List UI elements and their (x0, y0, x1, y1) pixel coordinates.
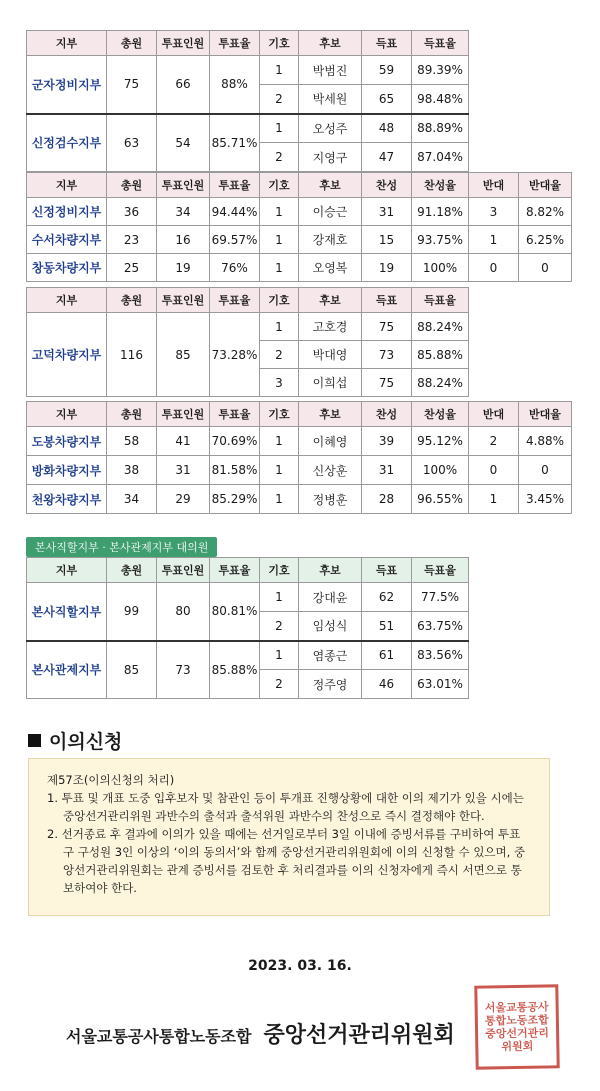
voters-cell: 16 (157, 226, 210, 254)
votes-cell: 75 (362, 369, 412, 397)
header-cell: 기호 (260, 173, 299, 198)
branch-name: 본사관제지부 (27, 641, 107, 699)
header-cell: 투표인원 (157, 173, 210, 198)
pct-cell: 83.56% (412, 641, 469, 670)
header-cell: 득표율 (412, 558, 469, 583)
header-cell: 득표 (362, 558, 412, 583)
results-table-4 (26, 401, 572, 514)
header-cell: 반대 (469, 173, 519, 198)
header-cell: 기호 (260, 288, 299, 313)
rate-cell: 76% (210, 254, 260, 282)
no-pct-cell: 0 (519, 254, 572, 282)
pct-cell: 98.48% (412, 85, 469, 114)
candidate-name: 정주영 (299, 670, 362, 699)
yes-cell: 28 (362, 485, 412, 514)
header-cell: 득표 (362, 31, 412, 56)
header-row (27, 31, 572, 56)
table-row (27, 313, 572, 341)
no-pct-cell: 4.88% (519, 427, 572, 456)
votes-cell: 46 (362, 670, 412, 699)
candidate-name: 박세원 (299, 85, 362, 114)
notice-title: 제57조(이의신청의 처리) (47, 773, 175, 787)
total-cell: 58 (107, 427, 157, 456)
table-row (27, 485, 572, 514)
candidate-number: 1 (260, 641, 299, 670)
branch-name: 수서차량지부 (27, 226, 107, 254)
branch-name: 천왕차량지부 (27, 485, 107, 514)
table-row (27, 198, 572, 226)
branch-name: 신정정비지부 (27, 198, 107, 226)
header-cell: 득표 (362, 288, 412, 313)
candidate-number: 2 (260, 670, 299, 699)
header-cell: 총원 (107, 173, 157, 198)
votes-cell: 61 (362, 641, 412, 670)
votes-cell: 62 (362, 583, 412, 612)
total-cell: 99 (107, 583, 157, 641)
results-table-3 (26, 287, 572, 397)
header-row (27, 288, 572, 313)
header-cell: 찬성율 (412, 173, 469, 198)
pct-cell: 88.24% (412, 369, 469, 397)
candidate-number: 2 (260, 85, 299, 114)
branch-name: 신정검수지부 (27, 114, 107, 172)
section-title-text: 이의신청 (49, 731, 123, 753)
table-row (27, 427, 572, 456)
rate-cell: 85.29% (210, 485, 260, 514)
yes-pct-cell: 96.55% (412, 485, 469, 514)
header-cell: 반대율 (519, 173, 572, 198)
seal-text: 서울교통공사통합노동조합중앙선거관리위원회 (484, 1000, 550, 1054)
yes-pct-cell: 93.75% (412, 226, 469, 254)
header-cell: 투표인원 (157, 402, 210, 427)
total-cell: 75 (107, 56, 157, 114)
candidate-name: 염종근 (299, 641, 362, 670)
candidate-name: 오영복 (299, 254, 362, 282)
objection-section-title (28, 727, 122, 754)
candidate-number: 2 (260, 143, 299, 172)
committee-name: 중앙선거관리위원회 (263, 1023, 455, 1048)
rate-cell: 85.88% (210, 641, 260, 699)
square-bullet-icon (28, 734, 41, 747)
total-cell: 63 (107, 114, 157, 172)
votes-cell: 75 (362, 313, 412, 341)
candidate-number: 1 (260, 313, 299, 341)
header-cell: 지부 (27, 402, 107, 427)
yes-cell: 39 (362, 427, 412, 456)
table-row (27, 226, 572, 254)
branch-name: 군자정비지부 (27, 56, 107, 114)
yes-pct-cell: 95.12% (412, 427, 469, 456)
rate-cell: 70.69% (210, 427, 260, 456)
header-cell: 찬성 (362, 173, 412, 198)
candidate-number: 1 (260, 114, 299, 143)
voters-cell: 31 (157, 456, 210, 485)
header-cell: 총원 (107, 402, 157, 427)
pct-cell: 88.24% (412, 313, 469, 341)
header-row (27, 558, 469, 583)
header-cell: 반대율 (519, 402, 572, 427)
total-cell: 85 (107, 641, 157, 699)
header-cell: 지부 (27, 173, 107, 198)
candidate-name: 정병훈 (299, 485, 362, 514)
header-cell: 반대 (469, 402, 519, 427)
header-cell: 총원 (107, 558, 157, 583)
header-row (27, 402, 572, 427)
candidate-number: 1 (260, 456, 299, 485)
candidate-number: 1 (260, 56, 299, 85)
header-cell: 투표율 (210, 288, 260, 313)
notice-item: 2. 선거종료 후 결과에 이의가 있을 때에는 선거일로부터 3일 이내에 증빙서류를 구비하여 투표구 구성원 3인 이상의 ‘이의 동의서’와 함께 중앙선거관리위원회에 이의 신청할 수 있으며, 중앙선거관리위원회는 관계 증빙서를 검토한 후 처리결과를 이의 신청자에게 즉시 서면으로 통보하여야 한다. (47, 827, 526, 895)
pct-cell: 63.01% (412, 670, 469, 699)
yes-pct-cell: 100% (412, 254, 469, 282)
header-cell: 투표율 (210, 402, 260, 427)
header-cell: 기호 (260, 558, 299, 583)
total-cell: 23 (107, 226, 157, 254)
section-badge: 본사직할지부 · 본사관제지부 대의원 (26, 537, 217, 557)
no-cell: 0 (469, 254, 519, 282)
table-row (27, 56, 572, 85)
header-row (27, 173, 572, 198)
results-table-5 (26, 557, 469, 699)
yes-cell: 31 (362, 456, 412, 485)
candidate-number: 1 (260, 583, 299, 612)
no-cell: 1 (469, 485, 519, 514)
branch-name: 고덕차량지부 (27, 313, 107, 397)
voters-cell: 41 (157, 427, 210, 456)
header-cell: 득표율 (412, 288, 469, 313)
candidate-name: 박범진 (299, 56, 362, 85)
votes-cell: 73 (362, 341, 412, 369)
voters-cell: 85 (157, 313, 210, 397)
voters-cell: 80 (157, 583, 210, 641)
votes-cell: 51 (362, 612, 412, 641)
branch-name: 방화차량지부 (27, 456, 107, 485)
table-row (27, 583, 469, 612)
header-cell: 기호 (260, 31, 299, 56)
official-seal-icon (474, 984, 559, 1069)
results-table-2 (26, 172, 572, 282)
header-cell: 투표인원 (157, 31, 210, 56)
branch-name: 본사직할지부 (27, 583, 107, 641)
total-cell: 116 (107, 313, 157, 397)
candidate-number: 1 (260, 254, 299, 282)
header-cell: 투표인원 (157, 288, 210, 313)
candidate-number: 1 (260, 226, 299, 254)
candidate-name: 지영구 (299, 143, 362, 172)
header-cell: 투표율 (210, 558, 260, 583)
pct-cell: 88.89% (412, 114, 469, 143)
header-cell: 후보 (299, 31, 362, 56)
branch-name: 창동차량지부 (27, 254, 107, 282)
total-cell: 25 (107, 254, 157, 282)
header-cell: 후보 (299, 558, 362, 583)
candidate-number: 2 (260, 612, 299, 641)
header-cell: 후보 (299, 173, 362, 198)
total-cell: 34 (107, 485, 157, 514)
voters-cell: 19 (157, 254, 210, 282)
no-pct-cell: 3.45% (519, 485, 572, 514)
yes-cell: 19 (362, 254, 412, 282)
rate-cell: 69.57% (210, 226, 260, 254)
candidate-name: 강재호 (299, 226, 362, 254)
no-cell: 3 (469, 198, 519, 226)
results-table-1 (26, 30, 572, 172)
votes-cell: 47 (362, 143, 412, 172)
rate-cell: 81.58% (210, 456, 260, 485)
header-cell: 지부 (27, 31, 107, 56)
no-pct-cell: 6.25% (519, 226, 572, 254)
votes-cell: 65 (362, 85, 412, 114)
notice-item: 1. 투표 및 개표 도중 입후보자 및 참관인 등이 투개표 진행상황에 대한 이의 제기가 있을 시에는 중앙선거관리위원 과반수의 출석과 출석위원 과반수의 찬성으로 즉시 결정해야 한다. (47, 791, 524, 823)
yes-cell: 31 (362, 198, 412, 226)
table-row (27, 456, 572, 485)
votes-cell: 48 (362, 114, 412, 143)
header-cell: 총원 (107, 288, 157, 313)
candidate-number: 2 (260, 341, 299, 369)
candidate-name: 고호경 (299, 313, 362, 341)
candidate-name: 이승근 (299, 198, 362, 226)
no-pct-cell: 8.82% (519, 198, 572, 226)
rate-cell: 80.81% (210, 583, 260, 641)
candidate-name: 신상훈 (299, 456, 362, 485)
yes-cell: 15 (362, 226, 412, 254)
table-row (27, 254, 572, 282)
organization-signature (66, 1018, 455, 1049)
objection-notice-box (28, 758, 550, 916)
pct-cell: 63.75% (412, 612, 469, 641)
table-row (27, 114, 572, 143)
voters-cell: 29 (157, 485, 210, 514)
header-cell: 투표율 (210, 31, 260, 56)
header-cell: 투표율 (210, 173, 260, 198)
header-cell: 후보 (299, 288, 362, 313)
header-cell: 찬성율 (412, 402, 469, 427)
no-cell: 1 (469, 226, 519, 254)
candidate-name: 박대영 (299, 341, 362, 369)
header-cell: 찬성 (362, 402, 412, 427)
pct-cell: 85.88% (412, 341, 469, 369)
pct-cell: 89.39% (412, 56, 469, 85)
candidate-name: 이희섭 (299, 369, 362, 397)
voters-cell: 73 (157, 641, 210, 699)
rate-cell: 85.71% (210, 114, 260, 172)
candidate-name: 이혜영 (299, 427, 362, 456)
header-cell: 지부 (27, 288, 107, 313)
total-cell: 38 (107, 456, 157, 485)
rate-cell: 88% (210, 56, 260, 114)
no-cell: 0 (469, 456, 519, 485)
no-pct-cell: 0 (519, 456, 572, 485)
pct-cell: 87.04% (412, 143, 469, 172)
candidate-number: 1 (260, 485, 299, 514)
header-cell: 기호 (260, 402, 299, 427)
header-cell: 후보 (299, 402, 362, 427)
votes-cell: 59 (362, 56, 412, 85)
no-cell: 2 (469, 427, 519, 456)
header-cell: 투표인원 (157, 558, 210, 583)
candidate-name: 오성주 (299, 114, 362, 143)
candidate-number: 3 (260, 369, 299, 397)
rate-cell: 94.44% (210, 198, 260, 226)
organization-name: 서울교통공사통합노동조합 (66, 1027, 252, 1046)
header-cell: 총원 (107, 31, 157, 56)
table-row (27, 641, 469, 670)
voters-cell: 66 (157, 56, 210, 114)
pct-cell: 77.5% (412, 583, 469, 612)
yes-pct-cell: 100% (412, 456, 469, 485)
total-cell: 36 (107, 198, 157, 226)
header-cell: 득표율 (412, 31, 469, 56)
yes-pct-cell: 91.18% (412, 198, 469, 226)
document-date: 2023. 03. 16. (248, 958, 352, 974)
branch-name: 도봉차량지부 (27, 427, 107, 456)
candidate-name: 강대윤 (299, 583, 362, 612)
candidate-number: 1 (260, 427, 299, 456)
rate-cell: 73.28% (210, 313, 260, 397)
voters-cell: 34 (157, 198, 210, 226)
candidate-number: 1 (260, 198, 299, 226)
candidate-name: 임성식 (299, 612, 362, 641)
voters-cell: 54 (157, 114, 210, 172)
header-cell: 지부 (27, 558, 107, 583)
